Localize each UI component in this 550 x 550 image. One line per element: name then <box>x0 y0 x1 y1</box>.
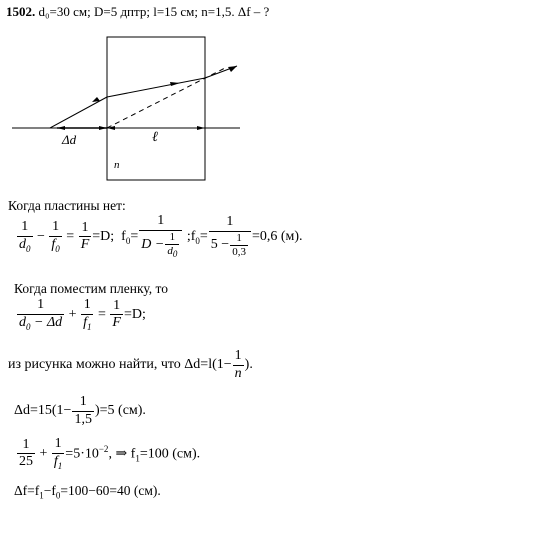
frac-1-n: $\frac{1}{n}$ <box>234 348 242 381</box>
frac-1-f1-b: $\frac{1}{f_1}$ <box>53 436 63 471</box>
ray-diagram <box>0 0 550 200</box>
problem-number: 1502. <box>6 4 36 19</box>
frac-1-1-5: $\frac{1}{1,5}$ <box>74 394 92 427</box>
equation-2: $\frac{1}{d_0 - \Delta d}$ + $\frac{1}{f_1}$ = $\frac{1}{F}$ =D; <box>19 297 146 332</box>
problem-given: d₀=30 см; D=5 дптр; l=15 см; n=1,5. Δf – ? <box>38 4 270 19</box>
frac-1-d0: $\frac{1}{d_0}$ <box>19 218 31 254</box>
equation-4: Δd=15(1− $\frac{1}{1,5}$ )=5 (см). <box>14 394 146 427</box>
frac-1-f0: $\frac{1}{f_0}$ <box>51 218 60 254</box>
ray-arrow-2 <box>170 82 180 86</box>
equation-5: $\frac{1}{25}$ + $\frac{1}{f_1}$ $=5\cdot 10^{-2}$, ⇒ $f_1=100$ (см). <box>19 436 201 471</box>
frac-1-25: $\frac{1}{25}$ <box>19 436 33 470</box>
text-no-plate: Когда пластины нет: <box>8 198 126 213</box>
plate-rect <box>107 37 205 180</box>
text-from-figure: из рисунка можно найти, что Δd=l(1− $\frac{1}{n}$ ). <box>8 348 253 381</box>
ray-arrow-3 <box>228 66 237 72</box>
eq1-result: =0,6 (м). <box>251 228 303 244</box>
frac-f0-formula: 1 D − $\frac{1}{d_0}$ <box>139 214 182 260</box>
equation-1: $\frac{1}{d_0}$ − $\frac{1}{f_0}$ = $\frac{1}{F}$ =D; $f_0=$ 1 D − $\frac{1}{d_0}$ $;f_0=$ 1 5 − $\frac{1}{0,3}$ =0,6 (м). <box>19 213 303 260</box>
frac-1-F-2: $\frac{1}{F}$ <box>112 297 121 331</box>
refracted-ray <box>107 78 205 97</box>
l-arrow-right <box>197 126 205 130</box>
l-arrow-left <box>107 126 115 130</box>
frac-1-d0-dd: $\frac{1}{d_0 - \Delta d}$ <box>19 297 63 332</box>
frac-1-F: $\frac{1}{F}$ <box>80 219 90 253</box>
dashed-ray <box>107 68 225 128</box>
frac-f0-number: 1 5 − $\frac{1}{0,3}$ <box>209 215 251 259</box>
frac-1-f1: $\frac{1}{f_1}$ <box>83 297 92 332</box>
label-n: n <box>114 159 120 171</box>
equation-6: $\Delta f=f_1-f_0=100-60=40$ (см). <box>14 483 161 501</box>
text-with-film: Когда поместим пленку, то <box>14 281 168 296</box>
incident-ray <box>50 97 107 128</box>
label-l: ℓ <box>152 130 158 145</box>
label-dd: Δd <box>62 132 77 147</box>
